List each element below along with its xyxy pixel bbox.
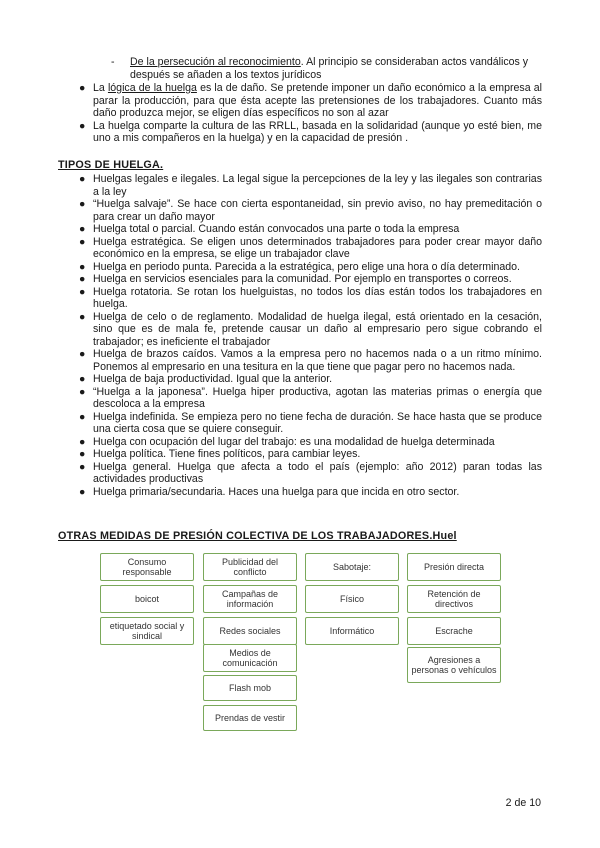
list-item: ● Huelga política. Tiene fines políticos, para cambiar leyes. xyxy=(79,448,361,460)
diagram-box: etiquetado social y sindical xyxy=(100,617,194,645)
bullet-icon: ● xyxy=(79,235,86,248)
list-item: ● Huelga en periodo punta. Parecida a la estratégica, pero elige una hora o día determinado. xyxy=(79,260,520,273)
bullet-icon: ● xyxy=(79,198,86,210)
bullet-icon: ● xyxy=(79,223,86,235)
list-item: ● La lógica de la huelga es la de daño. Se pretende imponer un daño económico a la empresa al parar la producción, para que ésta acepte las pretensiones de los trabajadores. Cuanto más daño produzca mejor, se eligen días específicos no son al azar xyxy=(79,82,542,119)
list-item: ● Huelga de baja productividad. Igual que la anterior. xyxy=(79,373,333,385)
underlined-phrase: De la persecución al reconocimiento xyxy=(130,56,301,68)
list-item: ● Huelgas legales e ilegales. La legal sigue la percepciones de la ley y las ilegales son contrarias a la ley xyxy=(79,173,542,198)
list-item: ● Huelga rotatoria. Se rotan los huelguistas, no todos los días están todos los trabajadores en huelga. xyxy=(79,285,542,310)
tipos-bullet-list xyxy=(79,173,542,498)
diagram-box: Medios de comunicación xyxy=(203,644,297,672)
bullet-icon: ● xyxy=(79,173,86,185)
bullet-icon: ● xyxy=(79,348,86,360)
list-item: ● Huelga estratégica. Se eligen unos determinados trabajadores para poder crear mayor daño económico en la empresa, se elige un trabajador clave xyxy=(79,235,542,260)
diagram-box: Prendas de vestir xyxy=(203,705,297,731)
bullet-icon: ● xyxy=(79,260,86,273)
bullet-icon: ● xyxy=(79,285,86,298)
bullet-icon: ● xyxy=(79,119,86,132)
bullet-icon: ● xyxy=(79,410,86,423)
list-item: ● Huelga con ocupación del lugar del trabajo: es una modalidad de huelga determinada xyxy=(79,435,495,448)
diagram-box: Flash mob xyxy=(203,675,297,701)
bullet-icon: ● xyxy=(79,385,86,398)
underlined-phrase: lógica de la huelga xyxy=(107,82,197,94)
bullet-icon: ● xyxy=(79,460,86,473)
diagram-box: boicot xyxy=(100,585,194,613)
list-item: ● Huelga en servicios esenciales para la comunidad. Por ejemplo en transportes o correos. xyxy=(79,273,512,285)
diagram-box: Escrache xyxy=(407,617,501,645)
bullet-icon: ● xyxy=(79,310,86,323)
intro-bullet-list xyxy=(79,82,542,145)
section-heading-otras: OTRAS MEDIDAS DE PRESIÓN COLECTIVA DE LOS TRABAJADORES.Huel xyxy=(58,530,457,542)
diagram-box: Consumo responsable xyxy=(100,553,194,581)
bullet-icon: ● xyxy=(79,82,86,94)
diagram-box: Sabotaje: xyxy=(305,553,399,581)
dash-marker: - xyxy=(111,56,115,68)
diagram-box: Físico xyxy=(305,585,399,613)
section-heading-tipos: TIPOS DE HUELGA. xyxy=(58,159,164,171)
list-item: ● Huelga primaria/secundaria. Haces una huelga para que incida en otro sector. xyxy=(79,485,460,498)
list-item: ● Huelga de celo o de reglamento. Modalidad de huelga ilegal, está orientado en la cesación, sino que es de mala fe, pretende causar un daño al empresario pero sigue cobrando el trabajador; es ineficiente el trabajador xyxy=(79,310,542,348)
bullet-icon: ● xyxy=(79,448,86,460)
bullet-icon: ● xyxy=(79,435,86,448)
diagram-box: Campañas de información xyxy=(203,585,297,613)
dash-item-rest: . Al principio se consideraban actos vandálicos y después se añaden a los textos jurídicos xyxy=(130,56,529,81)
list-item: ● Huelga general. Huelga que afecta a todo el país (ejemplo: año 2012) paran todas las actividades productivas xyxy=(79,460,542,485)
diagram-box: Publicidad del conflicto xyxy=(203,553,297,581)
pressure-measures-diagram xyxy=(96,548,504,733)
page-number: 2 de 10 xyxy=(505,797,541,809)
list-item: ● Huelga indefinida. Se empieza pero no tiene fecha de duración. Se hace hasta que se produce una cierta cosa que se quiere conseguir. xyxy=(79,410,542,435)
diagram-box: Retención de directivos xyxy=(407,585,501,613)
list-item: ● Huelga de brazos caídos. Vamos a la empresa pero no hacemos nada o a un ritmo mínimo. Ponemos al empresario en una tesitura en la que tiene que pagar pero no hacemos nada. xyxy=(79,348,542,373)
diagram-box: Presión directa xyxy=(407,553,501,581)
diagram-box: Informático xyxy=(305,617,399,645)
bullet-icon: ● xyxy=(79,485,86,498)
list-item: ● La huelga comparte la cultura de las RRLL, basada en la solidaridad (aunque yo esté bien, me uno a mis compañeros en la huelga) y en la capacidad de presión . xyxy=(79,119,542,144)
diagram-box: Agresiones a personas o vehículos xyxy=(407,647,501,683)
list-item: ● Huelga total o parcial. Cuando están convocados una parte o toda la empresa xyxy=(79,223,460,235)
list-item: ● “Huelga salvaje”. Se hace con cierta espontaneidad, sin previo aviso, no hay premeditación o para crear un daño mayor xyxy=(79,198,542,223)
bullet-icon: ● xyxy=(79,273,86,285)
dash-item-text xyxy=(130,56,550,81)
bullet-icon: ● xyxy=(79,373,86,385)
diagram-box: Redes sociales xyxy=(203,617,297,645)
list-item: ● “Huelga a la japonesa”. Huelga hiper productiva, agotan las materias primas o energía que descoloca a la empresa xyxy=(79,385,542,410)
